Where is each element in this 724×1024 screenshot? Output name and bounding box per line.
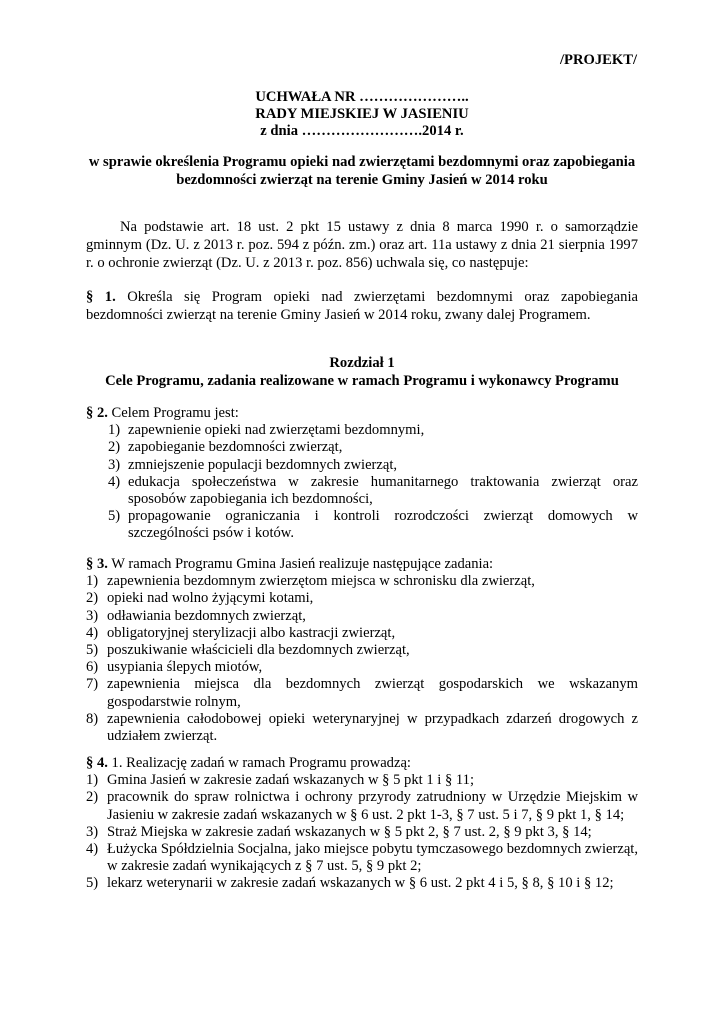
list-item-text: zapewnienia bezdomnym zwierzętom miejsca w schronisku dla zwierząt, — [107, 573, 535, 590]
section-2-lead-text: Celem Programu jest: — [107, 405, 239, 421]
resolution-date: z dnia …………………….2014 r. — [260, 123, 464, 139]
section-4-lead — [86, 755, 638, 772]
list-item-number: 6) — [86, 659, 99, 676]
list-item-number: 2) — [86, 590, 99, 607]
list-item-text: zapewnienia całodobowej opieki weterynaryjnej w przypadkach zdarzeń drogowych z udziałem zwierząt. — [107, 710, 638, 745]
list-item-text: usypiania ślepych miotów, — [107, 659, 263, 676]
list-item — [86, 439, 638, 456]
resolution-header — [0, 89, 724, 140]
section-4 — [86, 755, 638, 893]
council-name: RADY MIEJSKIEJ W JASIENIU — [255, 106, 469, 122]
section-1-text: Określa się Program opieki nad zwierzętami bezdomnymi oraz zapobiegania bezdomności zwierząt na terenie Gminy Jasień w 2014 roku, zwany dalej Programem. — [86, 289, 638, 323]
list-item-number: 4) — [86, 624, 99, 641]
list-item — [86, 508, 638, 542]
list-item-text: propagowanie ograniczania i kontroli rozrodczości zwierząt domowych w szczególności psów i kotów. — [128, 508, 638, 542]
list-item-number: 3) — [86, 607, 99, 624]
section-2-lead — [86, 405, 638, 422]
list-item-number: 8) — [86, 710, 99, 727]
section-4-lead-text: 1. Realizację zadań w ramach Programu prowadzą: — [107, 755, 411, 771]
list-item — [86, 474, 638, 508]
list-item — [86, 676, 638, 710]
section-3 — [86, 556, 638, 745]
project-label: /PROJEKT/ — [559, 52, 637, 68]
chapter-heading — [86, 354, 638, 390]
list-item — [86, 841, 638, 875]
legal-basis-paragraph: Na podstawie art. 18 ust. 2 pkt 15 ustawy z dnia 8 marca 1990 r. o samorządzie gminnym (Dz. U. z 2013 r. poz. 594 z późn. zm.) oraz art. 11a ustawy z dnia 21 sierpnia 1997 r. o ochronie zwierząt (Dz. U. z 2013 r. poz. 856) uchwala się, co następuje: — [86, 219, 638, 271]
list-item — [86, 457, 638, 474]
list-item-number: 2) — [108, 439, 121, 456]
list-item-text: lekarz weterynarii w zakresie zadań wskazanych w § 6 ust. 2 pkt 4 i 5, § 8, § 10 i § 12; — [107, 875, 614, 892]
list-item-text: zapewnienia miejsca dla bezdomnych zwierząt gospodarskich we wskazanym gospodarstwie rolnym, — [107, 676, 638, 710]
resolution-subject: w sprawie określenia Programu opieki nad zwierzętami bezdomnymi oraz zapobiegania bezdomności zwierząt na terenie Gminy Jasień w 2014 roku — [88, 154, 636, 188]
list-item-text: zapewnienie opieki nad zwierzętami bezdomnymi, — [128, 422, 425, 439]
list-item-text: edukacja społeczeństwa w zakresie humanitarnego traktowania zwierząt oraz sposobów zapobiegania ich bezdomności, — [128, 473, 638, 508]
list-item — [86, 789, 638, 823]
list-item-text: Straż Miejska w zakresie zadań wskazanych w § 5 pkt 2, § 7 ust. 2, § 9 pkt 3, § 14; — [107, 823, 592, 840]
list-item — [86, 642, 638, 659]
chapter-title: Cele Programu, zadania realizowane w ramach Programu i wykonawcy Programu — [105, 373, 619, 389]
list-item-number: 1) — [86, 573, 99, 590]
list-item — [86, 875, 638, 892]
list-item-text: opieki nad wolno żyjącymi kotami, — [107, 590, 314, 607]
list-item-number: 5) — [86, 875, 99, 892]
list-item — [86, 608, 638, 625]
section-4-label: § 4. — [86, 755, 108, 771]
section-4-list — [86, 772, 638, 892]
list-item-number: 7) — [86, 676, 99, 693]
section-2-list — [86, 422, 638, 542]
list-item — [86, 590, 638, 607]
list-item-text: poszukiwanie właścicieli dla bezdomnych zwierząt, — [107, 642, 410, 659]
list-item — [86, 625, 638, 642]
section-3-label: § 3. — [86, 556, 108, 572]
list-item-number: 1) — [108, 422, 121, 439]
list-item-text: obligatoryjnej sterylizacji albo kastracji zwierząt, — [107, 624, 396, 641]
list-item-number: 1) — [86, 772, 99, 789]
section-3-lead — [86, 556, 638, 573]
list-item — [86, 824, 638, 841]
chapter-number: Rozdział 1 — [329, 355, 395, 371]
list-item-text: pracownik do spraw rolnictwa i ochrony przyrody zatrudniony w Urzędzie Miejskim w Jasieniu w zakresie zadań wskazanych w § 6 ust. 2 pkt 1-3, § 7 ust. 5 i 7, § 9 pkt 1, § 14; — [107, 789, 638, 823]
section-1-label: § 1. — [86, 289, 116, 305]
list-item-text: zmniejszenie populacji bezdomnych zwierząt, — [128, 456, 398, 473]
section-2 — [86, 405, 638, 543]
list-item-number: 3) — [86, 823, 99, 840]
section-3-list — [86, 573, 638, 745]
resolution-number: UCHWAŁA NR ………………….. — [255, 89, 469, 105]
list-item-text: Gmina Jasień w zakresie zadań wskazanych w § 5 pkt 1 i § 11; — [107, 772, 475, 789]
list-item-number: 4) — [86, 841, 99, 858]
section-2-label: § 2. — [86, 405, 108, 421]
list-item — [86, 711, 638, 745]
list-item-text: Łużycka Spółdzielnia Socjalna, jako miejsce pobytu tymczasowego bezdomnych zwierząt, w zakresie zadań wynikających z § 7 ust. 5, § 9 pkt 2; — [107, 841, 638, 875]
list-item — [86, 772, 638, 789]
section-1 — [86, 288, 638, 324]
list-item-number: 2) — [86, 789, 99, 806]
list-item — [86, 659, 638, 676]
list-item — [86, 573, 638, 590]
list-item — [86, 422, 638, 439]
list-item-number: 3) — [108, 456, 121, 473]
list-item-number: 4) — [108, 473, 121, 490]
list-item-text: odławiania bezdomnych zwierząt, — [107, 607, 306, 624]
list-item-number: 5) — [108, 508, 121, 525]
section-3-lead-text: W ramach Programu Gmina Jasień realizuje następujące zadania: — [107, 556, 494, 572]
list-item-text: zapobieganie bezdomności zwierząt, — [128, 439, 343, 456]
list-item-number: 5) — [86, 642, 99, 659]
